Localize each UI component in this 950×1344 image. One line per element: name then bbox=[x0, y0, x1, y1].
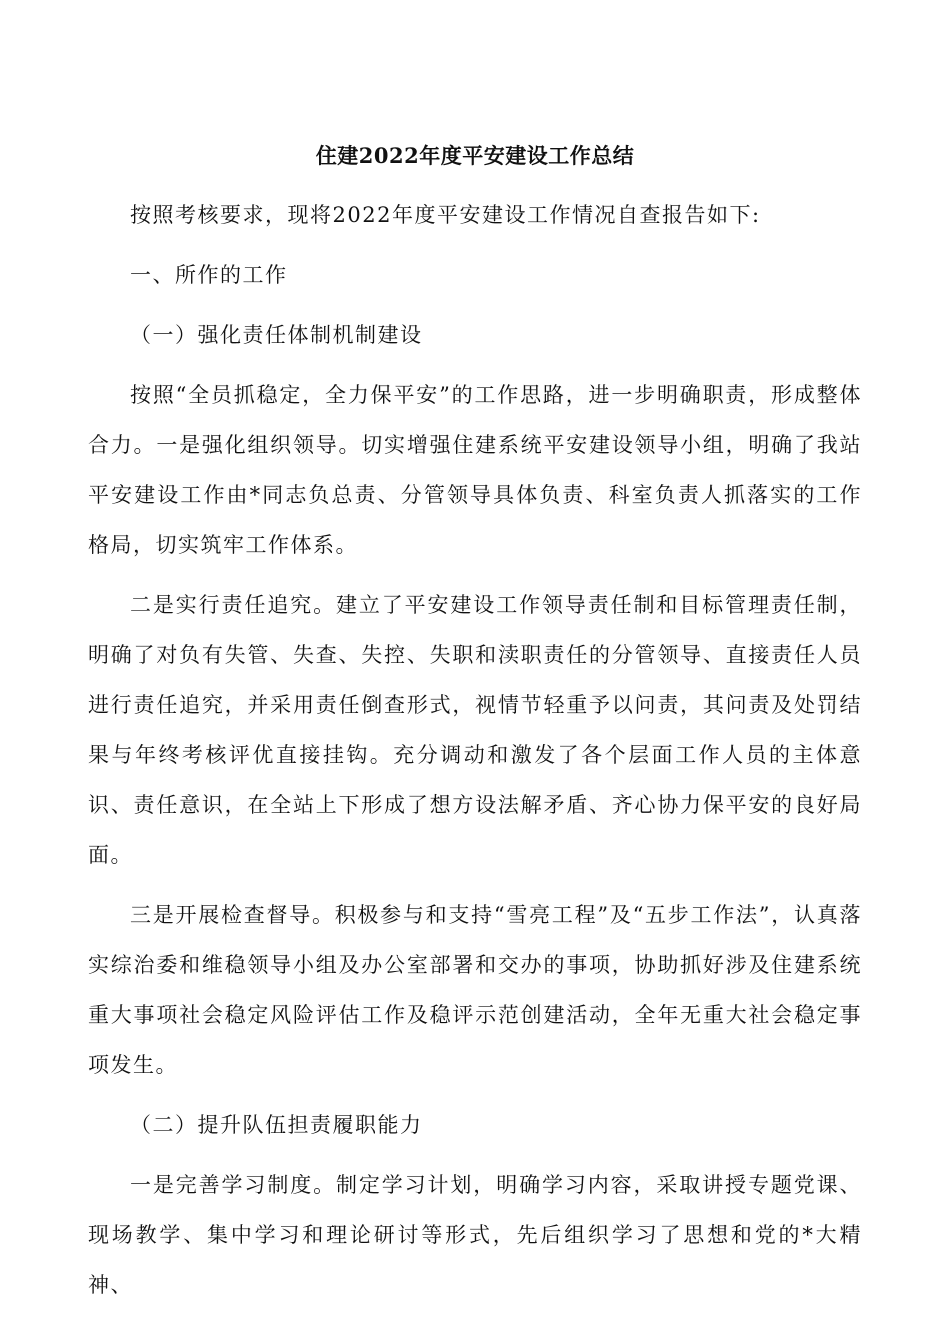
subsection-heading-2: （二）提升队伍担责履职能力 bbox=[130, 1113, 423, 1137]
section-heading-1: 一、所作的工作 bbox=[130, 263, 288, 287]
document-body bbox=[88, 140, 862, 1320]
body-paragraph-1: 按照“全员抓稳定，全力保平安”的工作思路，进一步明确职责，形成整体合力。一是强化组织领导。切实增强住建系统平安建设领导小组，明确了我站平安建设工作由*同志负总责、分管领导具体负责、科室负责人抓落实的工作格局，切实筑牢工作体系。 bbox=[88, 383, 862, 557]
subsection-heading-1: （一）强化责任体制机制建设 bbox=[130, 323, 423, 347]
body-paragraph-4: 一是完善学习制度。制定学习计划，明确学习内容，采取讲授专题党课、现场教学、集中学习和理论研讨等形式，先后组织学习了思想和党的*大精神、 bbox=[88, 1173, 862, 1297]
body-paragraph-2: 二是实行责任追究。建立了平安建设工作领导责任制和目标管理责任制，明确了对负有失管、失查、失控、失职和渎职责任的分管领导、直接责任人员进行责任追究，并采用责任倒查形式，视情节轻重予以问责，其问责及处罚结果与年终考核评优直接挂钩。充分调动和激发了各个层面工作人员的主体意识、责任意识，在全站上下形成了想方设法解矛盾、齐心协力保平安的良好局面。 bbox=[88, 593, 862, 867]
body-paragraph-3: 三是开展检查督导。积极参与和支持“雪亮工程”及“五步工作法”，认真落实综治委和维稳领导小组及办公室部署和交办的事项，协助抓好涉及住建系统重大事项社会稳定风险评估工作及稳评示范创建活动，全年无重大社会稳定事项发生。 bbox=[88, 903, 862, 1077]
document-title: 住建2022年度平安建设工作总结 bbox=[315, 143, 635, 168]
intro-paragraph: 按照考核要求，现将2022年度平安建设工作情况自查报告如下: bbox=[130, 203, 761, 227]
